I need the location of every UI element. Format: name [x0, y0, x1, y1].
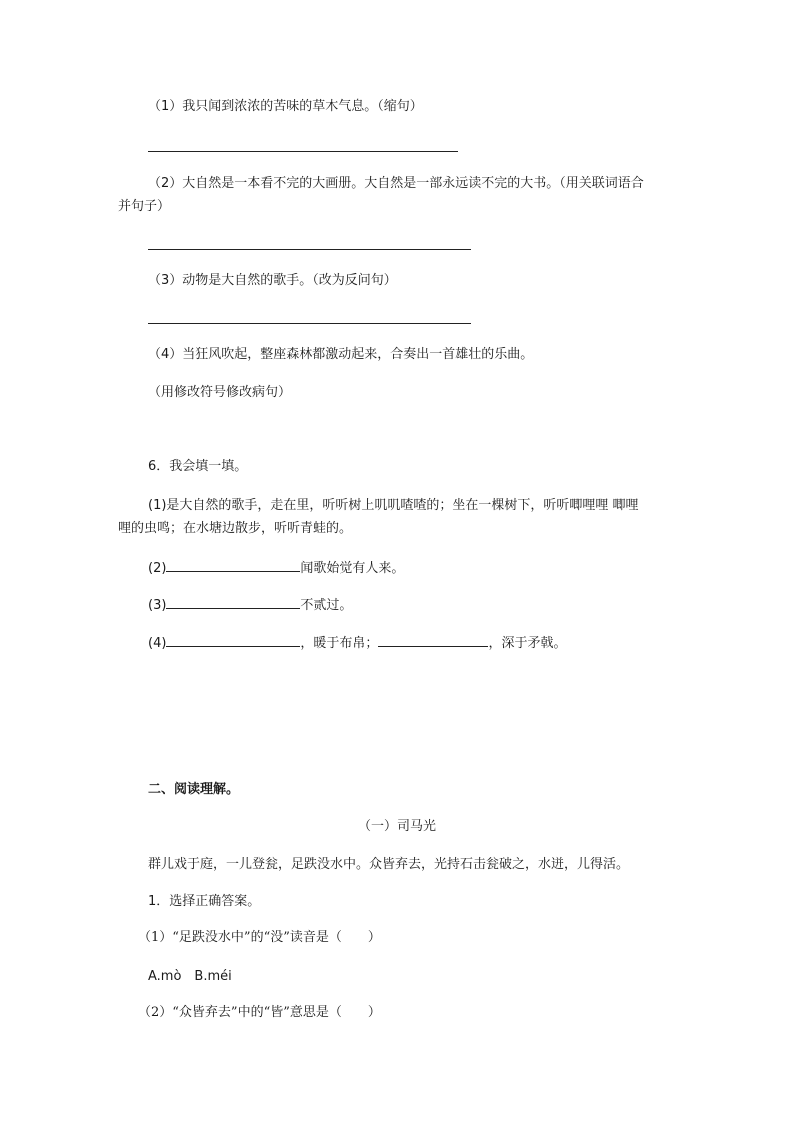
- section-2-heading: 二、阅读理解。: [148, 782, 240, 797]
- answer-line-1[interactable]: [148, 151, 458, 152]
- fill-item-2-number: (2): [148, 561, 167, 576]
- fill-blank-4b[interactable]: [378, 632, 488, 647]
- fill-item-4: [148, 632, 566, 654]
- reading-question-1-title: 1．选择正确答案。: [148, 894, 261, 909]
- answer-line-2[interactable]: [148, 249, 471, 250]
- fill-item-3-text: 不贰过。: [300, 598, 353, 613]
- answer-line-3[interactable]: [148, 323, 471, 324]
- question-1-text: （1）我只闻到浓浓的苦味的草木气息。（缩句）: [148, 99, 423, 114]
- fill-item-2-text: 闻歌始觉有人来。: [300, 561, 405, 576]
- section-6-title: 6．我会填一填。: [148, 459, 248, 474]
- passage-title: （一）司马光: [357, 819, 436, 834]
- fill-item-4-middle: ，暖于布帛；: [300, 636, 379, 651]
- question-4-text: （4）当狂风吹起，整座森林都激动起来，合奏出一首雄壮的乐曲。: [148, 347, 534, 362]
- question-2-text-line-1: （2）大自然是一本看不完的大画册。大自然是一部永远读不完的大书。（用关联词语合: [148, 176, 644, 191]
- fill-blank-2[interactable]: [166, 557, 300, 572]
- question-3-text: （3）动物是大自然的歌手。（改为反问句）: [148, 273, 397, 288]
- fill-blank-4a[interactable]: [166, 632, 300, 647]
- fill-item-4-number: (4): [148, 636, 167, 651]
- reading-question-1-1-options: A.mò B.méi: [148, 969, 232, 984]
- fill-item-2: [148, 557, 404, 579]
- fill-item-3: [148, 594, 352, 616]
- fill-blank-3[interactable]: [166, 594, 300, 609]
- question-2-text-line-2: 并句子）: [118, 199, 171, 214]
- fill-item-1-line-2: 哩的虫鸣；在水塘边散步，听听青蛙的。: [118, 521, 353, 536]
- fill-item-3-number: (3): [148, 598, 167, 613]
- reading-question-1-2: （2）“众皆弃去”中的“皆”意思是（ ）: [138, 1005, 381, 1020]
- fill-item-4-text: ，深于矛戟。: [488, 636, 567, 651]
- reading-question-1-1: （1）“足跌没水中”的“没”读音是（ ）: [138, 930, 381, 945]
- fill-item-1-line-1: (1)是大自然的歌手，走在里，听听树上叽叽喳喳的；坐在一棵树下，听听唧哩哩 唧哩: [148, 498, 639, 513]
- passage-text: 群儿戏于庭，一儿登瓮，足跌没水中。众皆弃去，光持石击瓮破之，水迸，儿得活。: [148, 857, 630, 872]
- question-4-note: （用修改符号修改病句）: [148, 385, 292, 400]
